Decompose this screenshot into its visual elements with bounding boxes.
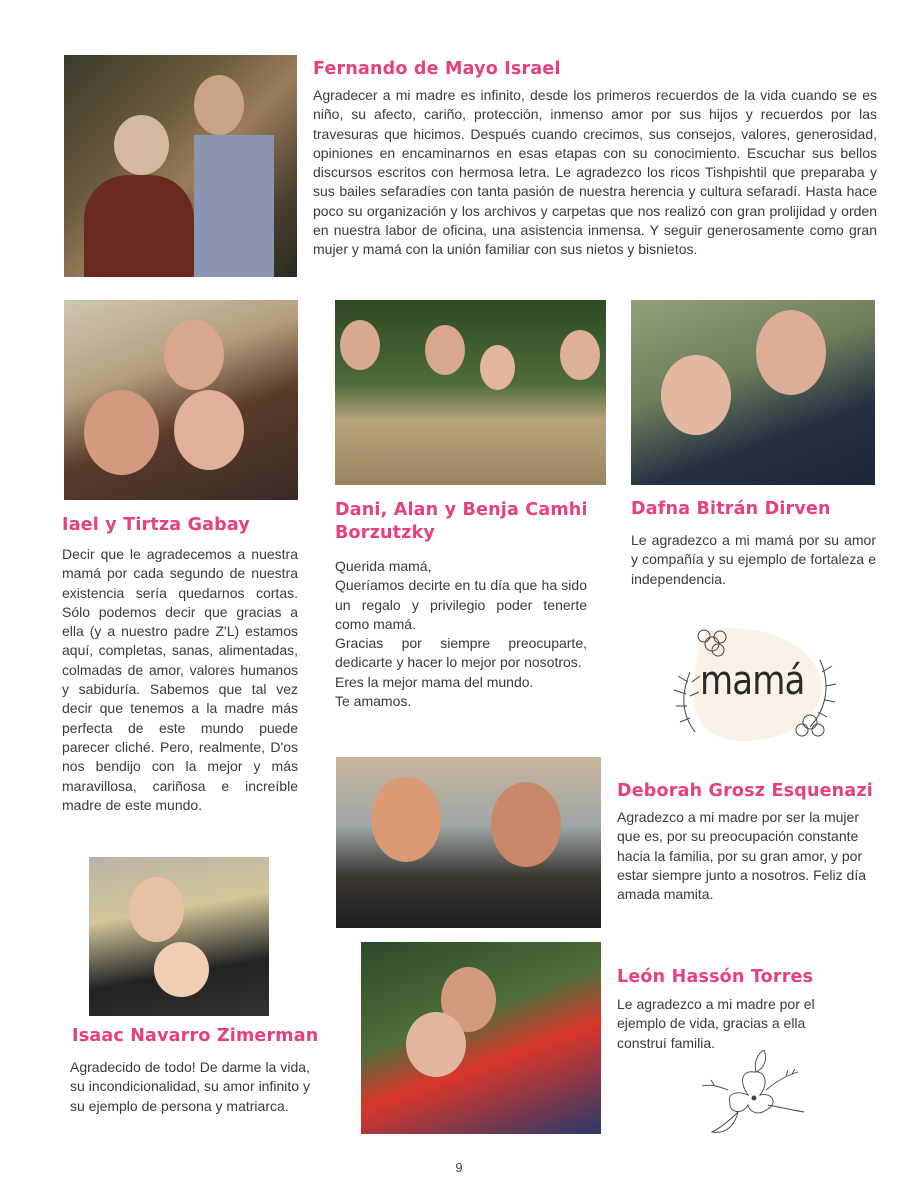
entry-text: Agradezco a mi madre por ser la mujer que es, por su preocupación constante hacia la familia, por su gran amor, y por estar siempre junto a nosotros. Feliz día amada mamita. [617,809,867,903]
entry-title: León Hassón Torres [617,967,814,987]
entry-text: Agradecer a mi madre es infinito, desde los primeros recuerdos de la vida cuando se es niño, su afecto, cariño, protección, inmenso amor por sus hijos y recuerdos por las travesuras que hicimos. Después cuando crecimos, sus consejos, valores, generosidad, opiniones en encaminarnos en esas etapas con su conocimiento. Escuchar sus bellos discursos escritos con hermosa letra. Le agradezco los ricos Tishpishtil que preparaba y sus bailes sefaradíes con tanta pasión de nuestra herencia y cultura sefaradí. Hasta hace poco su organización y los archivos y carpetas que nos realizó con gran prolijidad y orden en nuestra labor de oficina, una asistencia inmensa. Y seguir generosamente como gran mujer y mamá con la unión familiar con sus nietos y bisnietos. [313,87,877,258]
mama-label: mamá [700,658,805,704]
entry-title: Iael y Tirtza Gabay [62,515,250,535]
entry-title: Isaac Navarro Zimerman [72,1026,319,1046]
photo-dafna [631,300,875,485]
photo-fernando-mother [64,55,297,277]
text-line: Eres la mejor mama del mundo. [335,673,534,690]
entry-text: Decir que le agradecemos a nuestra mamá por cada segundo de nuestra existencia sería quedarnos cortas. Sólo podemos decir que gracias a ella (y a nuestro padre Z'L) estamos aquí, completas, sanas, alimentadas, colmadas de amor, valores humanos y sabiduría. Sabemos que tal vez decir que tenemos a la madre más perfecta de este mundo puede parecer cliché. Pero, realmente, D'os nos bendijo con la mejor y más maravillosa, cariñosa e increíble madre de este mundo. [62,546,298,813]
entry-title: Dafna Bitrán Dirven [631,499,831,519]
text-line: Queríamos decirte en tu día que ha sido un regalo y privilegio poder tenerte como mamá. [335,577,587,632]
entry-text: Agradecido de todo! De darme la vida, su incondicionalidad, su amor infinito y su ejemplo de persona y matriarca. [70,1059,310,1114]
flower-decoration [698,1050,810,1138]
entry-title: Fernando de Mayo Israel [313,59,561,79]
text-line: Te amamos. [335,693,412,710]
photo-iael-tirtza [64,300,298,500]
photo-isaac [89,857,269,1016]
entry-text: Le agradezco a mi mamá por su amor y compañía y su ejemplo de fortaleza e independencia. [631,532,876,587]
entry-text [335,557,587,711]
entry-text: Le agradezco a mi madre por el ejemplo de vida, gracias a ella construí familia. [617,996,815,1051]
page-number: 9 [455,1160,463,1175]
text-line: Gracias por siempre preocuparte, dedicarte y hacer lo mejor por nosotros. [335,635,587,671]
entry-title: Dani, Alan y Benja Camhi Borzutzky [335,500,588,543]
photo-leon [361,942,601,1134]
photo-deborah [336,757,601,928]
mama-floral-decoration [660,622,845,747]
entry-title: Deborah Grosz Esquenazi [617,781,873,801]
photo-dani-alan-benja [335,300,606,485]
text-line: Querida mamá, [335,558,432,574]
